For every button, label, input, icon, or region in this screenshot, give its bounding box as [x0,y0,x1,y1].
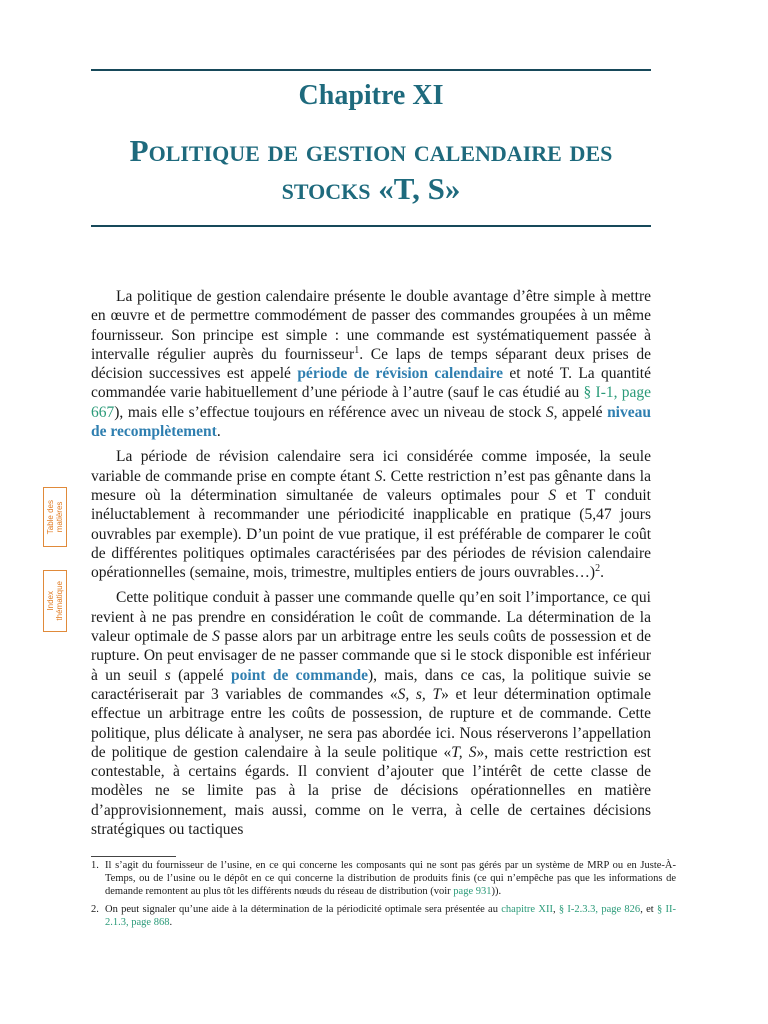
footnote-text [105,859,676,899]
chapter-title-line-1: Politique de gestion calendaire des [129,133,613,168]
text: . [216,423,221,441]
text: La période de révision calendaire sera ici considérée comme imposée, la seule variable de commande prise en compte étant [91,448,651,485]
table-of-contents-label: Table des matières [46,499,64,535]
text: . Ce laps de temps séparant deux prises de décision successives est appelé [91,345,651,383]
var-s: S [545,403,554,421]
chapter-title-line-2: stocks «T, S» [281,171,461,206]
var-s: S [212,628,220,646]
thematic-index-label: Index thématique [46,581,64,621]
keyword-point-de-commande[interactable]: point de commande [231,666,368,684]
text: Cette politique conduit à passer une commande quelle qu’en soit l’importance, ce qui revient à ne pas prendre en considération le coût de commande. La détermination de la valeur optimale de [91,589,651,646]
link-section-ii-2-1-3[interactable]: § II-2.1.3, page 868 [105,903,676,928]
text: (appelé [170,666,232,684]
text: Il s’agit du fournisseur de l’usine, en ce qui concerne les composants qui ne sont pas gérés par un système de MRP ou en Juste-À-Temps, ou de l’usine ou le dépôt en ce qui concerne la distribution de produits finis (ce qui n’empêche pas que les informations de demande remontent au plus tôt les différents nœuds du réseau de distribution (voir [105,860,676,898]
footnote-number: 1. [91,860,99,871]
table-of-contents-button[interactable] [43,487,67,547]
text: . [600,564,604,582]
keyword-niveau-recompletement[interactable]: niveau de recomplètement [91,403,651,441]
text: La politique de gestion calendaire présente le double avantage d’être simple à mettre en œuvre et de permettre commodément de passer des commandes groupées à un même fournisseur. Son principe est simple : une commande est systématiquement passée à intervalle régulier auprès du fournisseur [91,288,651,363]
paragraph-1 [91,287,651,441]
link-section-i-2-3-3[interactable]: § I-2.3.3, page 826 [558,903,641,915]
var-t-s: T, S [451,743,477,761]
top-rule [91,69,651,71]
footnote-text [105,903,676,929]
text: », mais cette restriction est contestable, à certains égards. Il convient d’ajouter que l’intérêt de cette classe de modèles ne se limite pas à la prise de décisions opérationnelles en matière d’approvisionnement, mais aussi, comme on le verra, à celle de certaines décisions stratégiques ou tactiques [91,743,651,839]
thematic-index-button[interactable] [43,570,67,632]
body-text [91,287,651,845]
text: passe alors par un arbitrage entre les seuls coûts de possession et de rupture. On peut envisager de ne passer commande que si le stock disponible est inférieur à un seuil [91,628,651,684]
text: et noté T. La quantité commandée varie habituellement d’une période à l’autre (sauf le cas étudié au [91,365,651,402]
text: )). [491,886,502,898]
var-s: S [374,467,383,485]
footnote-2 [91,903,676,929]
text: , appelé [553,403,608,421]
text: On peut signaler qu’une aide à la détermination de la périodicité optimale sera présentée au [105,903,502,915]
text: . [169,916,173,928]
var-s-small: s [164,666,171,684]
link-section-i-1[interactable]: § I-1, page 667 [91,384,651,421]
chapter-title [91,132,651,208]
footnote-1 [91,859,676,899]
footnotes [91,859,676,933]
chapter-heading: Chapitre XI [298,80,444,111]
footnote-rule [91,856,176,857]
paragraph-2 [91,447,651,582]
var-s-s-t: S, s, T [397,685,442,703]
link-page-931[interactable]: page 931 [453,886,492,898]
text: ), mais, dans ce cas, la politique suivie se caractériserait par 3 variables de commandes « [91,666,651,703]
text: » et leur détermination optimale effectue un arbitrage entre les coûts de possession, de rupture et de commande. Cette politique, plus délicate à analyser, ne sera pas abordée ici. Nous réserverons l’appellation de politique de gestion calendaire à la seule politique « [91,685,651,761]
link-chapitre-xii[interactable]: chapitre XII [501,903,553,915]
footnote-number: 2. [91,903,99,915]
footnote-ref-2[interactable]: 2 [595,563,601,574]
text: , [552,903,559,915]
bottom-rule [91,225,651,227]
text: . Cette restriction n’est pas gênante dans la mesure où la détermination simultanée de valeurs optimales pour [91,467,651,504]
text: ), mais elle s’effectue toujours en référence avec un niveau de stock [114,403,546,421]
var-s: S [548,486,557,504]
text: , et [640,903,657,915]
keyword-periode-revision[interactable]: période de révision calendaire [297,365,504,383]
paragraph-3 [91,588,651,839]
footnote-ref-1[interactable]: 1 [354,344,360,356]
text: et T conduit inéluctablement à recommander une périodicité inapplicable en pratique (5,47 jours ouvrables par exemple). D’un point de vue pratique, il est préférable de comparer le coût de différentes politiques optimales caractérisées par des périodes de révision calendaire opérationnelles (semaine, mois, trimestre, multiples entiers de jours ouvrables…) [91,486,651,582]
